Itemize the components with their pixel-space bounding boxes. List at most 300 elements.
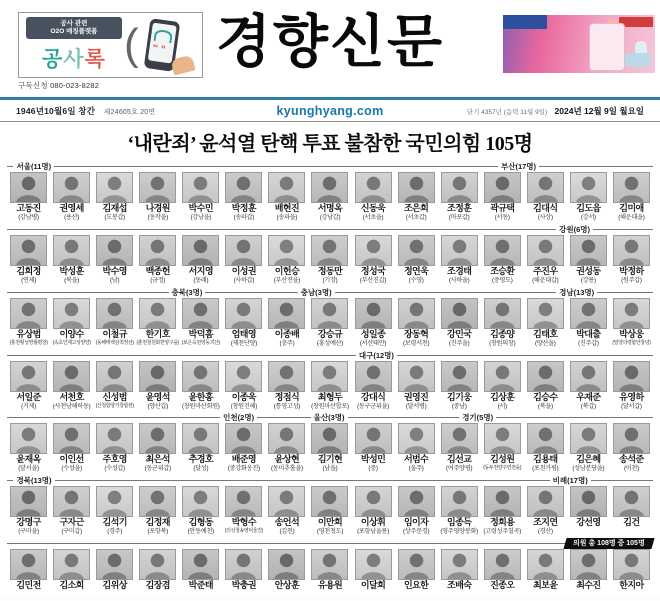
member-photo: [570, 423, 607, 454]
member-name: 안상훈: [274, 580, 300, 591]
member-cell: [308, 486, 351, 535]
date-bar: [0, 97, 660, 122]
member-cell: [93, 298, 136, 347]
member-name: 이종욱: [231, 391, 256, 402]
member-cell: [395, 423, 438, 472]
member-photo: [355, 172, 392, 203]
member-photo: [139, 361, 176, 392]
member-name: 이양수: [59, 328, 84, 339]
member-district: (서초을): [362, 214, 384, 221]
member-photo: [311, 172, 348, 203]
member-photo: [268, 298, 305, 329]
member-district: (남): [110, 276, 120, 284]
member-cell: [610, 423, 653, 472]
member-name: 구자근: [59, 517, 84, 528]
member-cell: [524, 549, 567, 598]
member-photo: [53, 172, 90, 203]
member-photo: [570, 298, 607, 329]
member-photo: [570, 486, 607, 517]
member-name: 김성원: [490, 454, 515, 465]
member-district: (여주양평): [446, 465, 473, 473]
member-district: (남을): [322, 465, 338, 473]
region-header-strip: [7, 224, 653, 235]
member-name: 조승환: [490, 265, 515, 276]
grid-row: [7, 538, 653, 601]
member-cell: [481, 235, 524, 284]
member-photo: [311, 298, 348, 329]
member-cell: [179, 423, 222, 472]
member-district: (성남분당을): [572, 465, 605, 473]
member-name: 박정하: [619, 265, 644, 276]
member-name: 박덕흠: [188, 328, 213, 339]
member-photo: [398, 172, 435, 203]
member-photo: [570, 172, 607, 203]
member-district: (달성): [193, 465, 209, 473]
member-cell: [438, 235, 481, 284]
total-count-badge: 의원 총 108명 중 105명: [564, 538, 655, 549]
member-name: 박준태: [188, 580, 213, 591]
member-name: 권영세: [59, 203, 84, 213]
member-name: 윤한홍: [188, 391, 213, 402]
member-name: 고동진: [16, 203, 41, 213]
member-cell: [265, 235, 308, 284]
member-name: 이성권: [231, 265, 256, 276]
current-date: [463, 105, 644, 117]
member-photo: [139, 423, 176, 454]
member-district: (영천청도): [316, 528, 344, 536]
member-name: 서일준: [16, 391, 41, 402]
member-name: 김용태: [533, 454, 558, 465]
member-name: 정점식: [274, 391, 300, 402]
member-photo: [484, 549, 521, 580]
member-cell: [610, 361, 653, 410]
member-cell: [50, 549, 93, 598]
member-name: 백종헌: [145, 265, 170, 276]
member-photo: [182, 361, 219, 392]
member-photo: [96, 298, 133, 329]
member-district: (포항남울릉): [357, 528, 389, 536]
grid-row: [7, 412, 653, 475]
member-photo: [96, 235, 133, 266]
member-cell: [93, 486, 136, 535]
region-header: 충북(3명): [169, 287, 206, 298]
member-district: (북을): [64, 276, 80, 284]
member-photo: [613, 486, 650, 517]
phone-logo-text: ᄃᄋ: [150, 43, 168, 55]
member-name: 박성민: [360, 454, 386, 465]
member-name: 박성훈: [59, 265, 84, 276]
member-photo: [53, 235, 90, 266]
member-name: 추경호: [188, 454, 213, 465]
member-district: (강남갑): [319, 214, 341, 221]
member-district: (부산진을): [273, 276, 301, 284]
member-cell: [481, 172, 524, 221]
member-photo: [484, 235, 521, 266]
member-cell: [7, 423, 50, 472]
member-district: (용산): [64, 214, 80, 221]
member-cell: [308, 235, 351, 284]
member-district: (창원마산합포): [311, 402, 349, 410]
member-cell: [136, 549, 179, 598]
member-district: (금정): [150, 276, 166, 284]
lunar-date: 단기 4357년 (음력 11월 9일): [466, 108, 548, 116]
member-district: (수영): [408, 276, 424, 284]
member-photo: [182, 486, 219, 517]
member-name: 김정재: [145, 517, 170, 528]
member-photo: [570, 361, 607, 392]
member-photo: [96, 423, 133, 454]
region-header: 경남(13명): [556, 287, 597, 298]
region-header: 부산(17명): [498, 161, 539, 172]
member-district: (동해태백삼척정선): [95, 339, 134, 346]
member-district: (강남병): [18, 214, 39, 221]
member-name: 신동욱: [360, 203, 386, 213]
member-district: (동군위갑): [144, 465, 171, 473]
member-name: 김기웅: [447, 391, 472, 402]
member-name: 박수영: [102, 265, 127, 276]
member-name: 조지연: [533, 517, 558, 528]
member-cell: [395, 172, 438, 221]
member-name: 임이자: [403, 517, 429, 528]
member-district: [610, 591, 653, 598]
member-cell: [481, 549, 524, 598]
member-name: 김위상: [102, 580, 127, 591]
member-cell: [610, 172, 653, 221]
member-photo: [53, 486, 90, 517]
member-name: 임종득: [447, 517, 472, 528]
member-cell: [7, 235, 50, 284]
ad-logo-char: 사: [63, 48, 85, 71]
member-district: (구미갑): [61, 528, 82, 536]
member-photo: [311, 549, 348, 580]
member-cell: [438, 486, 481, 535]
member-photo: [10, 361, 47, 392]
member-name: 최보윤: [533, 580, 558, 591]
member-name: 이인선: [59, 454, 84, 465]
member-name: 신성범: [102, 391, 127, 402]
region-header-strip: [7, 475, 653, 486]
member-name: 서천호: [59, 391, 84, 402]
member-photo: [570, 549, 607, 580]
ad-sofa-shape: [625, 53, 651, 67]
member-name: 주진우: [533, 265, 558, 276]
member-cell: [438, 549, 481, 598]
member-name: 김선교: [447, 454, 472, 465]
grid-row-cells: [7, 361, 653, 410]
member-photo: [225, 423, 262, 454]
member-photo: [398, 235, 435, 266]
member-district: (달서병): [405, 402, 427, 410]
member-photo: [355, 235, 392, 266]
member-district: (기장): [322, 276, 338, 284]
member-district: (강릉): [580, 276, 596, 284]
member-cell: [567, 486, 610, 535]
member-photo: [268, 549, 305, 580]
member-cell: [136, 361, 179, 410]
member-photo: [613, 361, 650, 392]
region-header-strip: [7, 412, 653, 423]
member-district: (사상): [537, 214, 553, 221]
member-district: (경산): [537, 528, 553, 536]
member-photo: [10, 172, 47, 203]
member-name: 김미애: [619, 203, 644, 213]
member-name: 박형수: [231, 517, 256, 528]
member-cell: [524, 235, 567, 284]
member-photo: [53, 298, 90, 329]
member-name: 진종오: [490, 580, 515, 591]
member-cell: [395, 298, 438, 347]
member-cell: [222, 361, 265, 410]
member-district: (부산진갑): [359, 276, 387, 284]
member-cell: [136, 235, 179, 284]
member-district: [352, 591, 395, 598]
member-photo: [268, 361, 305, 392]
member-cell: [438, 298, 481, 347]
member-name: 윤영석: [145, 391, 170, 402]
member-cell: [50, 486, 93, 535]
member-photo: [53, 423, 90, 454]
member-district: (강서): [580, 214, 596, 221]
member-name: 강승규: [317, 328, 343, 339]
member-district: (중영도): [491, 276, 513, 284]
ad-blue-strip: [503, 15, 547, 29]
member-photo: [139, 486, 176, 517]
member-photo: [441, 361, 478, 392]
member-cell: [179, 172, 222, 221]
member-name: 조정훈: [447, 203, 472, 213]
region-header: 경북(13명): [13, 475, 54, 486]
member-photo: [311, 361, 348, 392]
member-cell: [438, 423, 481, 472]
member-name: 윤재옥: [16, 454, 41, 465]
member-name: 이상휘: [360, 517, 386, 528]
member-district: (통영고성): [273, 402, 301, 410]
member-photo: [355, 361, 392, 392]
member-photo: [484, 423, 521, 454]
member-cell: [395, 486, 438, 535]
member-cell: [352, 549, 395, 598]
ad-tagline-line1: 공사 관련: [60, 20, 88, 27]
member-district: (밀양의령함안창녕): [612, 339, 651, 346]
member-cell: [524, 486, 567, 535]
member-cell: [136, 486, 179, 535]
member-district: (포항북): [147, 528, 168, 536]
member-photo: [53, 549, 90, 580]
member-cell: [352, 486, 395, 535]
member-cell: [222, 423, 265, 472]
member-photo: [311, 423, 348, 454]
member-district: (창원의창): [489, 339, 516, 347]
member-district: [136, 591, 179, 598]
member-photo: [182, 423, 219, 454]
member-district: (북을): [537, 402, 553, 410]
member-cell: [308, 549, 351, 598]
member-photo: [139, 549, 176, 580]
member-district: (포천가평): [532, 465, 559, 473]
member-photo: [225, 235, 262, 266]
member-photo: [96, 172, 133, 203]
member-photo: [10, 423, 47, 454]
grid-row: [7, 350, 653, 413]
member-district: [438, 591, 481, 598]
member-district: (동미추홀을): [270, 465, 303, 473]
member-cell: [50, 361, 93, 410]
member-district: (이천): [623, 465, 639, 473]
member-cell: [136, 172, 179, 221]
member-cell: [481, 486, 524, 535]
member-district: (서산태안): [359, 339, 387, 347]
member-name: 서지영: [188, 265, 213, 276]
divider-rule: [7, 543, 653, 544]
member-cell: [610, 486, 653, 535]
member-cell: [265, 298, 308, 347]
member-photo: [484, 172, 521, 203]
member-cell: [567, 423, 610, 472]
divider-rule: [7, 355, 653, 356]
member-name: 김형동: [188, 517, 213, 528]
member-name: 박대출: [576, 328, 601, 339]
member-photo: [182, 549, 219, 580]
member-name: 정연욱: [403, 265, 429, 276]
members-photo-grid: [0, 161, 660, 601]
member-cell: [481, 423, 524, 472]
member-photo: [441, 298, 478, 329]
member-cell: [136, 298, 179, 347]
grid-row-cells: [7, 298, 653, 347]
member-district: (창원진해): [230, 402, 257, 410]
member-cell: [610, 298, 653, 347]
issue-number: 제24605호 20면: [103, 108, 156, 116]
member-district: (홍성예산): [316, 339, 344, 347]
member-photo: [139, 235, 176, 266]
member-cell: [179, 549, 222, 598]
member-name: 조은희: [403, 203, 429, 213]
member-district: (중남): [451, 402, 467, 410]
ad-tagline-line2: O2O 매칭플랫폼: [50, 28, 98, 35]
member-district: (구미을): [18, 528, 39, 536]
member-district: [567, 591, 610, 598]
member-district: [93, 591, 136, 598]
member-cell: [265, 172, 308, 221]
member-district: (사하을): [448, 276, 470, 284]
member-name: 강선영: [576, 517, 601, 528]
grid-row-cells: [7, 423, 653, 472]
member-photo: [53, 361, 90, 392]
member-cell: [567, 549, 610, 598]
member-cell: [395, 235, 438, 284]
member-district: (달서을): [18, 465, 39, 473]
member-cell: [179, 235, 222, 284]
region-header-strip: [7, 161, 653, 172]
member-name: 우재준: [576, 391, 601, 402]
member-photo: [527, 172, 564, 203]
member-district: (춘천철원화천양구을): [136, 339, 179, 346]
member-cell: [93, 423, 136, 472]
member-name: 송언석: [274, 517, 300, 528]
member-name: 이달희: [360, 580, 386, 591]
member-name: 서범수: [403, 454, 429, 465]
member-name: 김희정: [16, 265, 41, 276]
member-name: 김재섭: [102, 203, 127, 213]
member-name: 배준영: [231, 454, 256, 465]
member-district: (서초갑): [405, 214, 427, 221]
member-district: [265, 591, 308, 598]
member-photo: [527, 361, 564, 392]
member-cell: [93, 172, 136, 221]
member-name: 박수민: [188, 203, 213, 213]
member-name: 김기현: [317, 454, 343, 465]
ad-arc-decoration: (: [124, 20, 139, 69]
member-photo: [613, 298, 650, 329]
member-cell: [222, 235, 265, 284]
member-district: (진주갑): [578, 339, 599, 347]
member-photo: [484, 298, 521, 329]
member-name: 배현진: [274, 203, 300, 213]
region-header-strip: [7, 538, 653, 549]
member-photo: [139, 298, 176, 329]
member-name: 강명구: [16, 517, 41, 528]
member-cell: [610, 235, 653, 284]
member-photo: [96, 549, 133, 580]
member-name: 김도읍: [576, 203, 601, 213]
member-district: [7, 591, 50, 598]
grid-row-cells: [7, 235, 653, 284]
member-photo: [527, 235, 564, 266]
member-district: (경주): [107, 528, 123, 536]
member-name: 한기호: [145, 328, 170, 339]
member-district: (사천남해하동): [52, 402, 91, 410]
member-photo: [398, 486, 435, 517]
member-photo: [225, 486, 262, 517]
region-header: 충남(3명): [298, 287, 335, 298]
member-district: (동작을): [147, 214, 168, 221]
member-cell: [524, 423, 567, 472]
member-name: 곽규택: [490, 203, 515, 213]
member-cell: [352, 361, 395, 410]
member-name: 권성동: [576, 265, 601, 276]
member-cell: [308, 172, 351, 221]
grid-row: [7, 224, 653, 287]
member-photo: [441, 486, 478, 517]
member-district: (창원마산회원): [181, 402, 220, 410]
member-photo: [398, 549, 435, 580]
member-district: (홍천횡성영월평창): [9, 339, 48, 346]
member-cell: [352, 423, 395, 472]
member-cell: [265, 361, 308, 410]
member-district: (속초인제고성양양): [52, 339, 91, 346]
member-district: (보령서천): [402, 339, 430, 347]
member-cell: [610, 549, 653, 598]
member-photo: [613, 172, 650, 203]
member-photo: [527, 423, 564, 454]
member-photo: [355, 423, 392, 454]
member-photo: [441, 235, 478, 266]
member-cell: [481, 298, 524, 347]
member-photo: [484, 486, 521, 517]
member-district: (제천단양): [230, 339, 257, 347]
region-header: 인천(2명): [220, 412, 257, 423]
member-district: (강남을): [190, 214, 212, 221]
member-district: (해운대을): [618, 214, 645, 221]
member-district: (송파갑): [233, 214, 255, 221]
member-district: [481, 591, 524, 598]
member-district: (동구군위을): [357, 402, 389, 410]
member-district: [308, 591, 351, 598]
member-district: (달서갑): [621, 402, 642, 410]
member-photo: [613, 235, 650, 266]
member-district: (산청함양거창합천): [95, 402, 134, 409]
member-name: 강민국: [447, 328, 472, 339]
